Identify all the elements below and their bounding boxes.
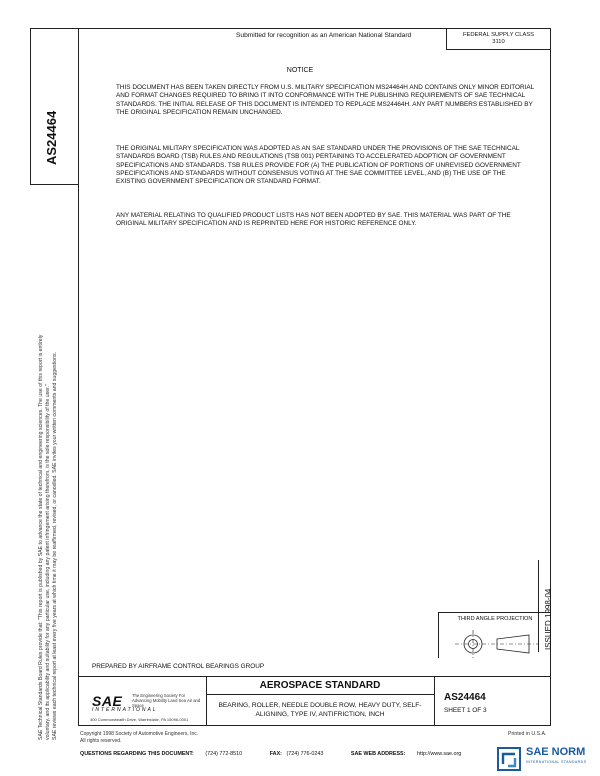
- copyright-notice: [80, 731, 198, 744]
- title-block-number-cell: [434, 677, 550, 725]
- projection-box: [438, 612, 550, 658]
- left-strip-doc-rule: [30, 184, 78, 185]
- notice-title: NOTICE: [286, 67, 314, 74]
- phone-number: (724) 772-8510: [205, 751, 243, 757]
- prepared-by: PREPARED BY AIRFRAME CONTROL BEARINGS GROUP: [92, 663, 265, 670]
- federal-supply-class-box: [446, 28, 550, 50]
- title-divider: [206, 694, 434, 695]
- contact-line: [80, 751, 461, 757]
- sae-logo-sub: INTERNATIONAL: [92, 707, 158, 713]
- notice-paragraph-1: THIS DOCUMENT HAS BEEN TAKEN DIRECTLY FROM U.S. MILITARY SPECIFICATION MS24464H AND CONTAINS ONLY MINOR EDITORIAL AND FORMAT CHANGES REQUIRED TO BRING IT INTO CONFORMANCE WITH THE PUBLISHING REQUIREMENTS OF SAE TECHNICAL STANDARDS. THE INITIAL RELEASE OF THIS DOCUMENT IS INTENDED TO REPLACE MS24464H. ANY PART NUMBERS ESTABLISHED BY THE ORIGINAL SPECIFICATION REMAIN UNCHANGED.: [116, 84, 534, 116]
- fsc-label: FEDERAL SUPPLY CLASS: [462, 32, 535, 38]
- sae-logo: SAE: [92, 693, 123, 709]
- title-block-logo-cell: [78, 677, 207, 725]
- fsc-value: 3110: [492, 39, 505, 46]
- title-block-title-cell: [206, 677, 435, 725]
- printed-in: Printed in U.S.A.: [508, 731, 547, 737]
- sae-norm-emblem-icon: [496, 746, 524, 772]
- sae-norm-watermark: [496, 746, 594, 772]
- submitted-note: Submitted for recognition as an American National Standard: [236, 32, 412, 39]
- disclaimer-line: voluntary, and its applicability and suitability for any particular use, including any patent infringement arising therefrom, is the sole responsibility of the user.": [45, 384, 52, 740]
- document-number: AS24464: [444, 692, 486, 703]
- sae-norm-subtext: INTERNATIONAL STANDARDS: [526, 760, 587, 764]
- web-address[interactable]: http://www.sae.org: [416, 751, 462, 757]
- sae-norm-text: SAE NORM: [526, 746, 586, 758]
- title-block: [78, 676, 550, 726]
- web-label: SAE WEB ADDRESS:: [350, 751, 406, 757]
- notice-paragraph-2: THE ORIGINAL MILITARY SPECIFICATION WAS ADOPTED AS AN SAE STANDARD UNDER THE PROVISIONS OF THE SAE TECHNICAL STANDARDS BOARD (TSB) RULES AND REGULATIONS (TSB 001) PERTAINING TO ACCELERATED ADOPTION OF GOVERNMENT SPECIFICATIONS AND STANDARDS. TSB RULES PROVIDE FOR (A) THE PUBLICATION OF PORTIONS OF UNREVISED GOVERNMENT SPECIFICATIONS AND STANDARDS WITHOUT CONSENSUS VOTING AT THE SAE COMMITTEE LEVEL, AND (B) THE USE OF THE EXISTING GOVERNMENT SPECIFICATION OR STANDARD FORMAT.: [116, 145, 521, 186]
- disclaimer-line: SAE Technical Standards Board Rules provide that: "This report is published by SAE to advance the state of technical and engineering sciences. The use of this report is entirely: [38, 334, 44, 740]
- fax-number: (724) 776-0243: [286, 751, 324, 757]
- sae-tagline: The Engineering Society For Advancing Mobility Land Sea Air and Space: [132, 693, 201, 709]
- left-margin-rule: [78, 28, 79, 726]
- sheet-number: SHEET 1 OF 3: [444, 707, 487, 714]
- left-strip-outer-rule: [30, 28, 31, 184]
- issued-date: ISSUED 1998-04: [544, 588, 553, 650]
- projection-label: THIRD ANGLE PROJECTION: [457, 616, 533, 622]
- questions-label: QUESTIONS REGARDING THIS DOCUMENT:: [80, 751, 194, 757]
- disclaimer-text: [38, 335, 59, 740]
- notice-paragraph-3: ANY MATERIAL RELATING TO QUALIFIED PRODUCT LISTS HAS NOT BEEN ADOPTED BY SAE. THIS MATERIAL WAS PART OF THE ORIGINAL MILITARY SPECIFICATION AND IS REPRINTED HERE FOR HISTORIC REFERENCE ONLY.: [116, 212, 511, 228]
- sae-address: 400 Commonwealth Drive, Warrendale, PA 15096-0001: [90, 717, 189, 722]
- part-description: BEARING, ROLLER, NEEDLE DOUBLE ROW, HEAVY DUTY, SELF-ALIGNING, TYPE IV, ANTIFRICTION, INCH: [218, 702, 422, 718]
- left-strip-top-rule: [30, 28, 78, 29]
- copyright-line: All rights reserved.: [80, 737, 122, 744]
- third-angle-projection-symbol: [439, 613, 551, 659]
- disclaimer-line: SAE reviews each technical report at least every five years at which time it may be reaffirmed, revised, or cancelled. SAE invites your written comments and suggestions.: [52, 352, 59, 740]
- aerospace-standard-title: AEROSPACE STANDARD: [259, 680, 381, 691]
- copyright-line: Copyright 1998 Society of Automotive Engineers, Inc.: [80, 731, 199, 737]
- fax-label: FAX:: [269, 751, 282, 757]
- left-doc-number: AS24464: [44, 110, 59, 165]
